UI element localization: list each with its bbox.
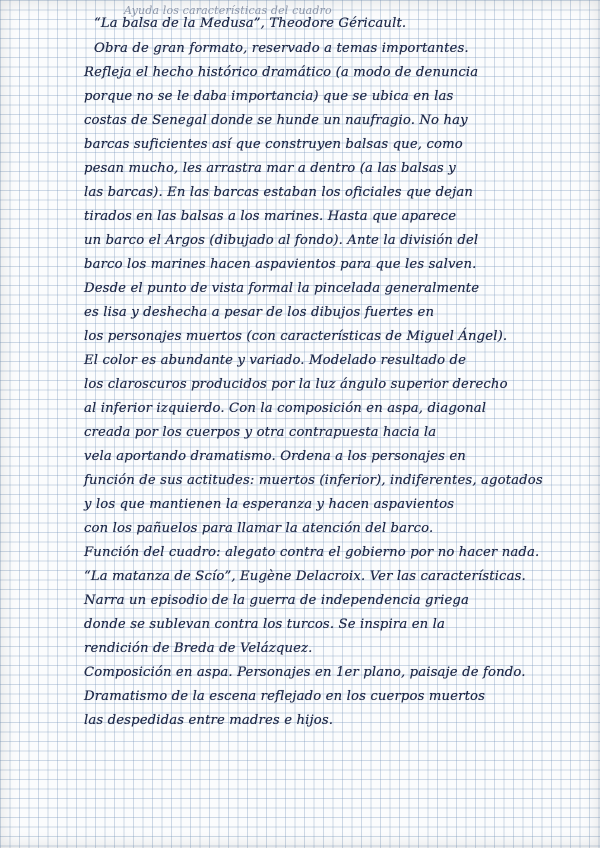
handwritten-line: creada por los cuerpos y otra contrapuesta hacia la	[84, 425, 437, 440]
handwritten-line: vela aportando dramatismo. Ordena a los personajes en	[84, 449, 466, 464]
handwritten-line: tirados en las balsas a los marines. Hasta que aparece	[84, 209, 457, 224]
handwritten-line: las barcas). En las barcas estaban los oficiales que dejan	[84, 185, 474, 200]
handwritten-line: Obra de gran formato, reservado a temas importantes.	[94, 41, 469, 56]
handwritten-line: las despedidas entre madres e hijos.	[84, 713, 334, 728]
handwritten-line: es lisa y deshecha a pesar de los dibujos fuertes en	[84, 305, 435, 320]
handwritten-line: con los pañuelos para llamar la atención del barco.	[84, 521, 434, 536]
handwritten-line: y los que mantienen la esperanza y hacen aspavientos	[84, 497, 455, 512]
handwritten-line: rendición de Breda de Velázquez.	[84, 641, 313, 656]
handwritten-line: los claroscuros producidos por la luz ángulo superior derecho	[84, 377, 508, 392]
handwritten-line: función de sus actitudes: muertos (inferior), indiferentes, agotados	[84, 473, 543, 488]
handwritten-line: costas de Senegal donde se hunde un naufragio. No hay	[84, 113, 468, 128]
handwritten-line: El color es abundante y variado. Modelado resultado de	[84, 353, 467, 368]
handwritten-line: Composición en aspa. Personajes en 1er plano, paisaje de fondo.	[84, 665, 526, 680]
faint-note: Ayuda los características del cuadro	[124, 4, 332, 17]
handwritten-line: donde se sublevan contra los turcos. Se inspira en la	[84, 617, 446, 632]
handwritten-line: al inferior izquierdo. Con la composición en aspa, diagonal	[84, 401, 487, 416]
handwritten-line: pesan mucho, les arrastra mar a dentro (a las balsas y	[84, 161, 456, 176]
handwritten-line: barco los marines hacen aspavientos para que les salven.	[84, 257, 477, 272]
handwritten-line: barcas suficientes así que construyen balsas que, como	[84, 137, 463, 152]
handwritten-line: “La matanza de Scío”, Eugène Delacroix. Ver las características.	[84, 569, 526, 584]
handwritten-line: Desde el punto de vista formal la pincelada generalmente	[84, 281, 480, 296]
handwritten-line: un barco el Argos (dibujado al fondo). Ante la división del	[84, 233, 479, 248]
handwritten-line: “La balsa de la Medusa”, Theodore Géricault.	[94, 16, 407, 31]
handwritten-line: Narra un episodio de la guerra de independencia griega	[84, 593, 470, 608]
handwritten-line: los personajes muertos (con características de Miguel Ángel).	[84, 329, 508, 344]
handwritten-line: Función del cuadro: alegato contra el gobierno por no hacer nada.	[84, 545, 540, 560]
handwritten-line: Dramatismo de la escena reflejado en los cuerpos muertos	[84, 689, 486, 704]
handwritten-line: Refleja el hecho histórico dramático (a modo de denuncia	[84, 65, 479, 80]
handwritten-line: porque no se le daba importancia) que se ubica en las	[84, 89, 454, 104]
notebook-page	[84, 4, 584, 728]
